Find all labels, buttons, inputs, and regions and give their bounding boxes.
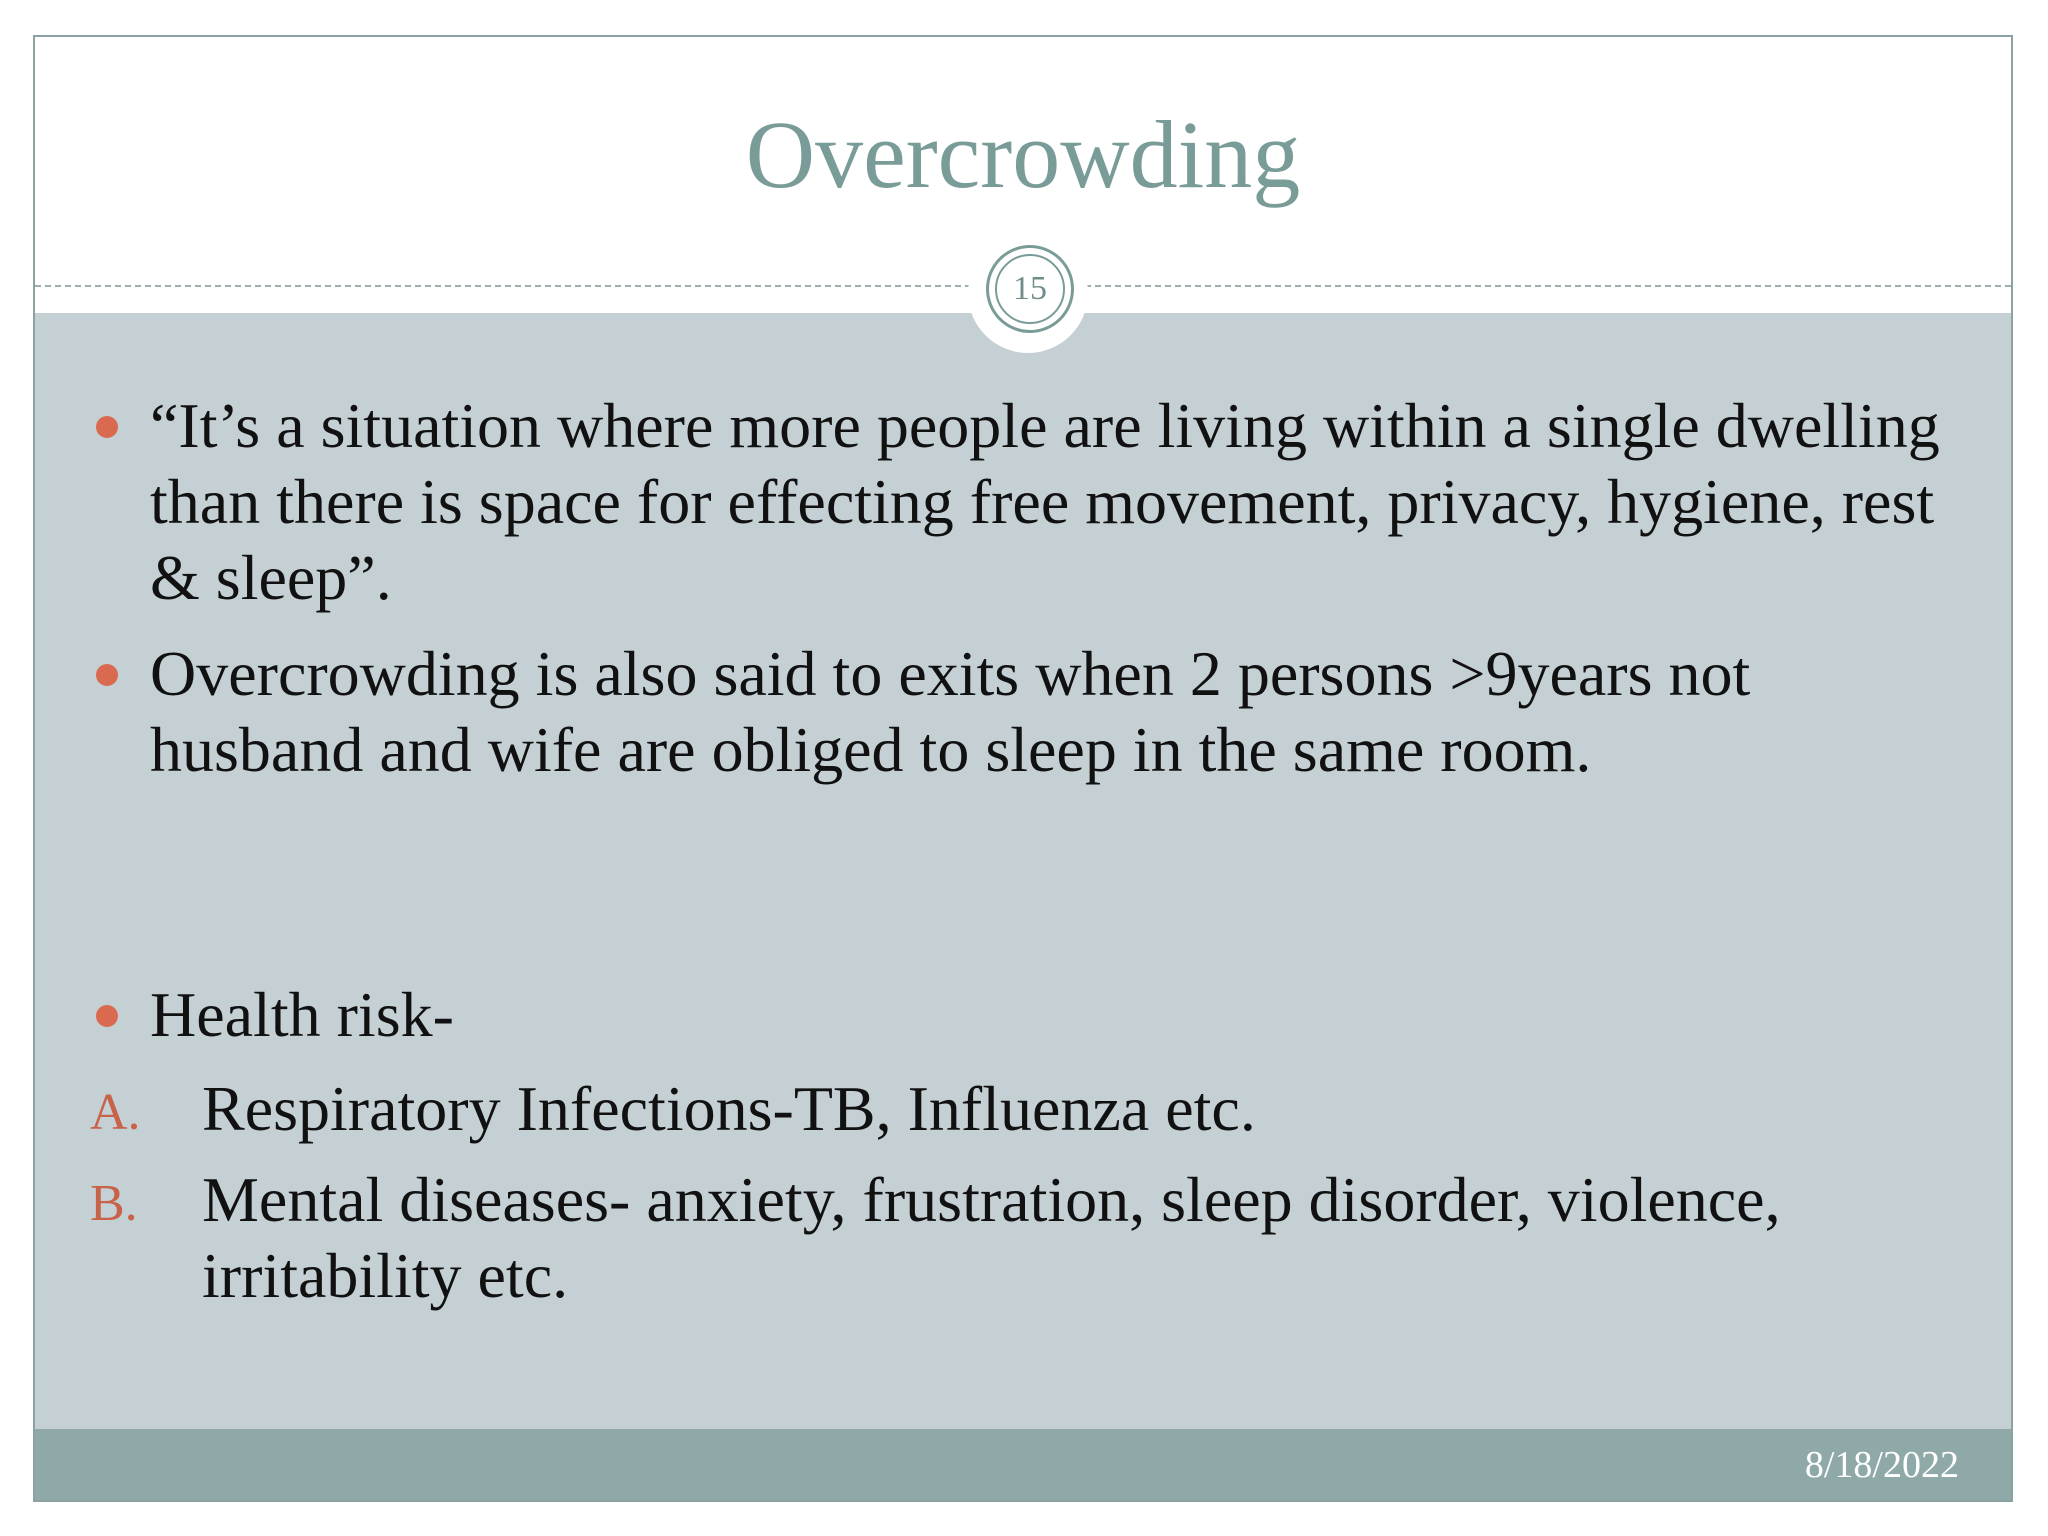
enum-item-a (90, 1071, 1982, 1147)
bullet-text: “It’s a situation where more people are living within a single dwelling than there is space for effecting free movement, privacy, hygiene, rest & sleep”. (150, 390, 1940, 613)
enum-item-b (90, 1162, 1982, 1314)
bullet-text: Overcrowding is also said to exits when 2 persons >9years not husband and wife are obliged to sleep in the same room. (150, 638, 1751, 785)
enum-letter: B. (90, 1175, 138, 1232)
bullet-text: Health risk- (150, 979, 454, 1050)
enum-letter: A. (90, 1084, 141, 1141)
slide (33, 35, 2013, 1502)
bullet-item-definition (150, 388, 1950, 616)
bullet-dot-icon (96, 1005, 118, 1027)
footer-bar (35, 1429, 2011, 1500)
bullet-item-health-risk (150, 977, 1950, 1053)
bullet-item-overcrowding-rule (150, 636, 1950, 788)
content-area (35, 313, 2011, 1431)
slide-title: Overcrowding (745, 101, 1301, 208)
slide-number: 15 (995, 254, 1065, 324)
enum-text: Mental diseases- anxiety, frustration, sleep disorder, violence, irritability etc. (202, 1164, 1781, 1311)
slide-number-ring (986, 245, 1074, 333)
enum-text: Respiratory Infections-TB, Influenza etc. (202, 1073, 1256, 1144)
bullet-dot-icon (96, 664, 118, 686)
footer-date: 8/18/2022 (1804, 1444, 1959, 1486)
slide-number-badge (968, 233, 1088, 353)
bullet-dot-icon (96, 416, 118, 438)
